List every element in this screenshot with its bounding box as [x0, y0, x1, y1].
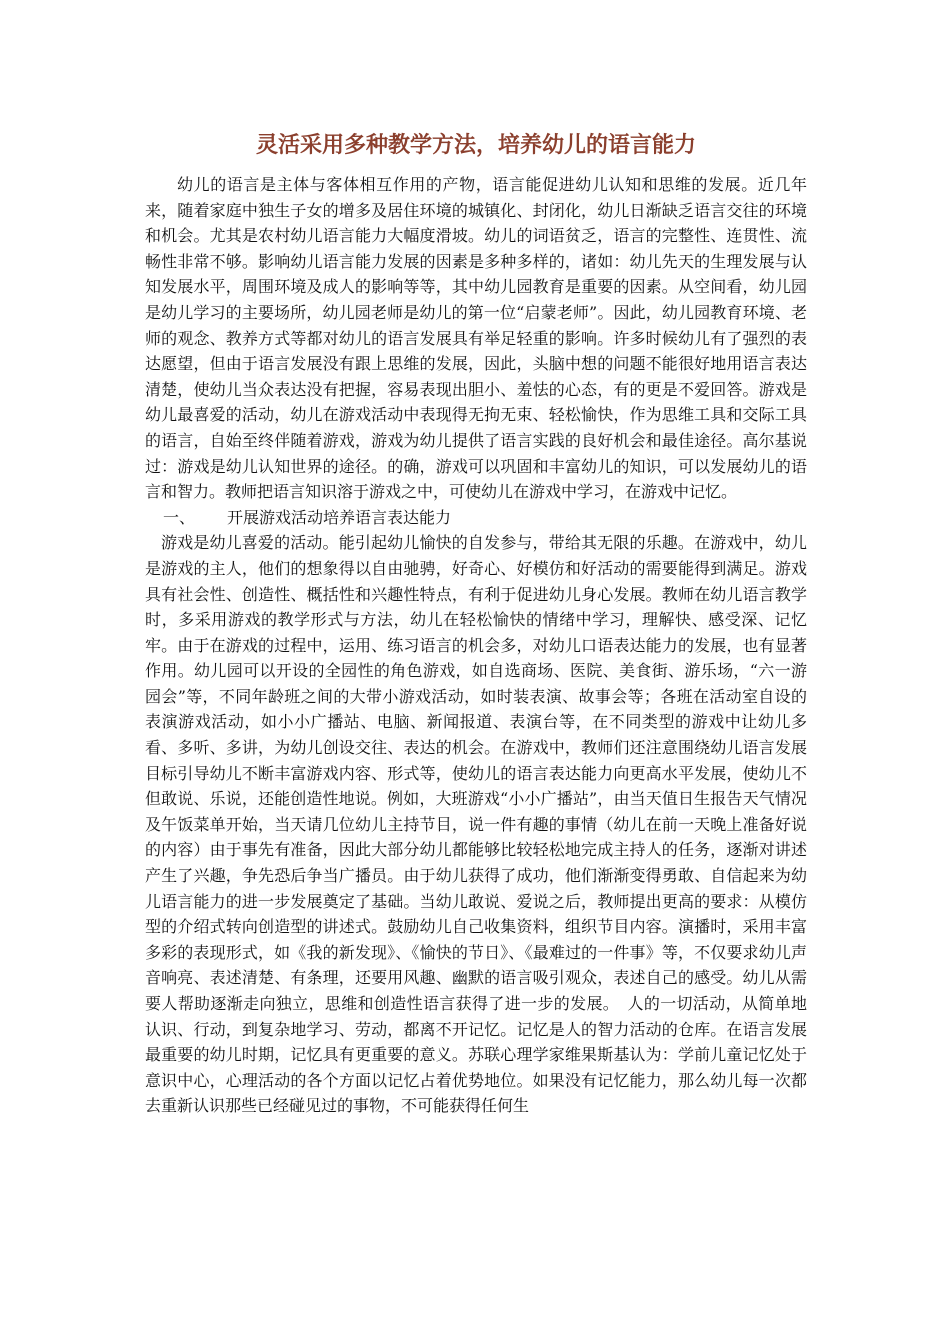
section-heading [145, 505, 807, 531]
intro-paragraph: 幼儿的语言是主体与客体相互作用的产物，语言能促进幼儿认知和思维的发展。近几年来，随着家庭中独生子女的增多及居住环境的城镇化、封闭化，幼儿日渐缺乏语言交往的环境和机会。尤其是农村幼儿语言能力大幅度滑坡。幼儿的词语贫乏，语言的完整性、连贯性、流畅性非常不够。影响幼儿语言能力发展的因素是多种多样的，诸如：幼儿先天的生理发展与认知发展水平，周围环境及成人的影响等等，其中幼儿园教育是重要的因素。从空间看，幼儿园是幼儿学习的主要场所，幼儿园老师是幼儿的第一位“启蒙老师”。因此，幼儿园教育环境、老师的观念、教养方式等都对幼儿的语言发展具有举足轻重的影响。许多时候幼儿有了强烈的表达愿望，但由于语言发展没有跟上思维的发展，因此，头脑中想的问题不能很好地用语言表达清楚，使幼儿当众表达没有把握，容易表现出胆小、羞怯的心态，有的更是不爱回答。游戏是幼儿最喜爱的活动，幼儿在游戏活动中表现得无拘无束、轻松愉快，作为思维工具和交际工具的语言，自始至终伴随着游戏，游戏为幼儿提供了语言实践的良好机会和最佳途径。高尔基说过：游戏是幼儿认知世界的途径。的确，游戏可以巩固和丰富幼儿的知识，可以发展幼儿的语言和智力。教师把语言知识溶于游戏之中，可使幼儿在游戏中学习，在游戏中记忆。 [145, 175, 807, 502]
document-page [145, 128, 807, 1119]
section-number: 一、 [163, 507, 196, 527]
document-title: 灵活采用多种教学方法，培养幼儿的语言能力 [255, 132, 696, 158]
section-heading-text: 开展游戏活动培养语言表达能力 [227, 507, 452, 527]
section-body-paragraph: 游戏是幼儿喜爱的活动。能引起幼儿愉快的自发参与，带给其无限的乐趣。在游戏中，幼儿是游戏的主人，他们的想象得以自由驰骋，好奇心、好模仿和好活动的需要能得到满足。游戏具有社会性、创造性、概括性和兴趣性特点，有利于促进幼儿身心发展。教师在幼儿语言教学时，多采用游戏的教学形式与方法，幼儿在轻松愉快的情绪中学习，理解快、感受深、记忆牢。由于在游戏的过程中，运用、练习语言的机会多，对幼儿口语表达能力的发展，也有显著作用。幼儿园可以开设的全园性的角色游戏，如自选商场、医院、美食街、游乐场，“六一游园会”等，不同年龄班之间的大带小游戏活动，如时装表演、故事会等；各班在活动室自设的表演游戏活动，如小小广播站、电脑、新闻报道、表演台等，在不同类型的游戏中让幼儿多看、多听、多讲，为幼儿创设交往、表达的机会。在游戏中，教师们还注意围绕幼儿语言发展目标引导幼儿不断丰富游戏内容、形式等，使幼儿的语言表达能力向更高水平发展，使幼儿不但敢说、乐说，还能创造性地说。例如，大班游戏“小小广播站”，由当天值日生报告天气情况及午饭菜单开始，当天请几位幼儿主持节目，说一件有趣的事情（幼儿在前一天晚上准备好说的内容）由于事先有准备，因此大部分幼儿都能够比较轻松地完成主持人的任务，逐渐对讲述产生了兴趣，争先恐后争当广播员。由于幼儿获得了成功，他们渐渐变得勇敢、自信起来为幼儿语言能力的进一步发展奠定了基础。当幼儿敢说、爱说之后，教师提出更高的要求：从模仿型的介绍式转向创造型的讲述式。鼓励幼儿自己收集资料，组织节目内容。演播时，采用丰富多彩的表现形式，如《我的新发现》、《愉快的节日》、《最难过的一件事》等，不仅要求幼儿声音响亮、表述清楚、有条理，还要用风趣、幽默的语言吸引观众，表述自己的感受。幼儿从需要人帮助逐渐走向独立，思维和创造性语言获得了进一步的发展。 人的一切活动，从简单地认识、行动，到复杂地学习、劳动，都离不开记忆。记忆是人的智力活动的仓库。在语言发展最重要的幼儿时期，记忆具有更重要的意义。苏联心理学家维果斯基认为：学前儿童记忆处于意识中心，心理活动的各个方面以记忆占着优势地位。如果没有记忆能力，那么幼儿每一次都去重新认识那些已经碰见过的事物，不可能获得任何生 [145, 533, 807, 1116]
